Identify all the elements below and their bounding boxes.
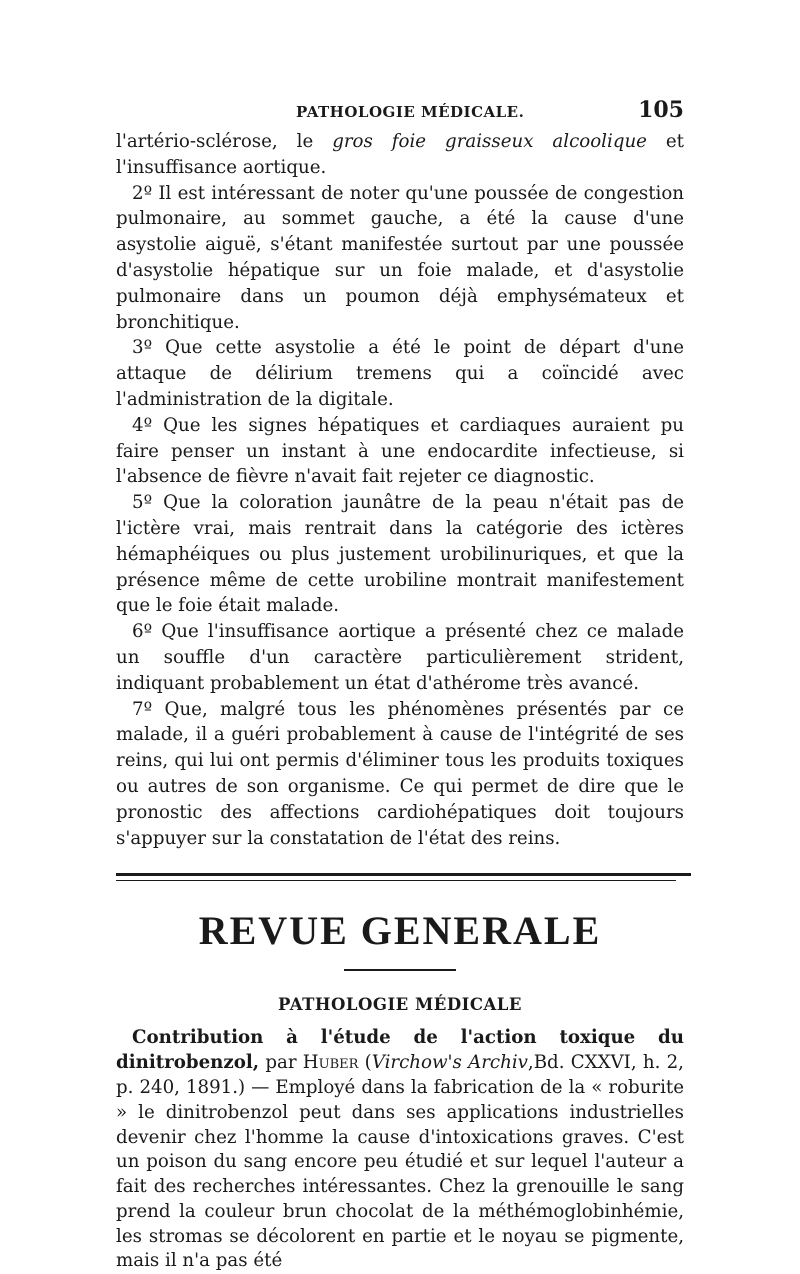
running-title: PATHOLOGIE MÉDICALE. (296, 103, 525, 121)
paragraph-point-3: 3º Que cette asystolie a été le point de départ d'une attaque de délirium tremens qui a coïncidé avec l'administration de la digitale. (116, 337, 684, 410)
article-by: par (259, 1052, 303, 1074)
article-paragraph (116, 1026, 684, 1274)
document-page (116, 95, 684, 1274)
article-title: Contribution à l'étude de l'action toxique du dinitrobenzol, (116, 1027, 684, 1074)
article-body: — Employé dans la fabrication de la « roburite » le dinitrobenzol peut dans ses applications industrielles devenir chez l'homme la cause d'intoxications graves. C'est un poison du sang encore peu étudié et sur lequel l'auteur a fait des recherches intéressantes. Chez la grenouille le sang prend la couleur brun chocolat de la méthémoglobinhémie, les stromas se décolorent en partie et le noyau se pigmente, mais il n'a pas été (116, 1076, 684, 1272)
divider-thin-rule (116, 880, 676, 881)
paragraph-point-4: 4º Que les signes hépatiques et cardiaques auraient pu faire penser un instant à une endocardite infectieuse, si l'absence de fièvre n'avait fait rejeter ce diagnostic. (116, 414, 684, 488)
citation-open: ( (358, 1052, 372, 1074)
subsection-title: PATHOLOGIE MÉDICALE (278, 995, 522, 1015)
divider-thick-rule (116, 873, 691, 876)
emphasis-text: gros foie graisseux alcoolique (332, 131, 647, 152)
paragraph-point-2: 2º Il est intéressant de noter qu'une poussée de congestion pulmonaire, au sommet gauche, a été la cause d'une asystolie aiguë, s'étant manifestée surtout par une poussée d'asystolie hépatique sur un foie malade, et d'asystolie pulmonaire dans un poumon déjà emphysémateux et bronchitique. (116, 182, 684, 333)
section-divider (116, 873, 684, 881)
section-title: REVUE GENERALE (198, 908, 602, 954)
paragraph-point-6: 6º Que l'insuffisance aortique a présenté chez ce malade un souffle d'un caractère particulièrement strident, indiquant probablement un état d'athérome très avancé. (116, 621, 684, 694)
page-number: 105 (638, 97, 684, 123)
title-underline (344, 969, 456, 971)
paragraph-point-7: 7º Que, malgré tous les phénomènes présentés par ce malade, il a guéri probablement à cause de l'intégrité de ses reins, qui lui ont permis d'éliminer tous les produits toxiques ou autres de son organisme. Ce qui permet de dire que le pronostic des affections cardiohépatiques doit toujours s'appuyer sur la constatation de l'état des reins. (116, 698, 684, 849)
running-header (116, 95, 684, 129)
citation-journal: Virchow's Archiv (371, 1052, 528, 1074)
paragraph-continuation (116, 129, 684, 181)
article-author: Huber (302, 1052, 359, 1074)
citation-details: ,Bd. CXXVI, h. 2, p. 240, 1891.) (116, 1052, 684, 1098)
paragraph-text: l'artério-sclérose, le (116, 131, 333, 152)
paragraph-point-5: 5º Que la coloration jaunâtre de la peau n'était pas de l'ictère vrai, mais rentrait dans la catégorie des ictères hémaphéiques ou plus justement urobilinuriques, et que la présence même de cette urobiline montrait manifestement que le foie était malade. (116, 492, 684, 617)
paragraph-text: et l'insuffisance aortique. (116, 131, 684, 178)
